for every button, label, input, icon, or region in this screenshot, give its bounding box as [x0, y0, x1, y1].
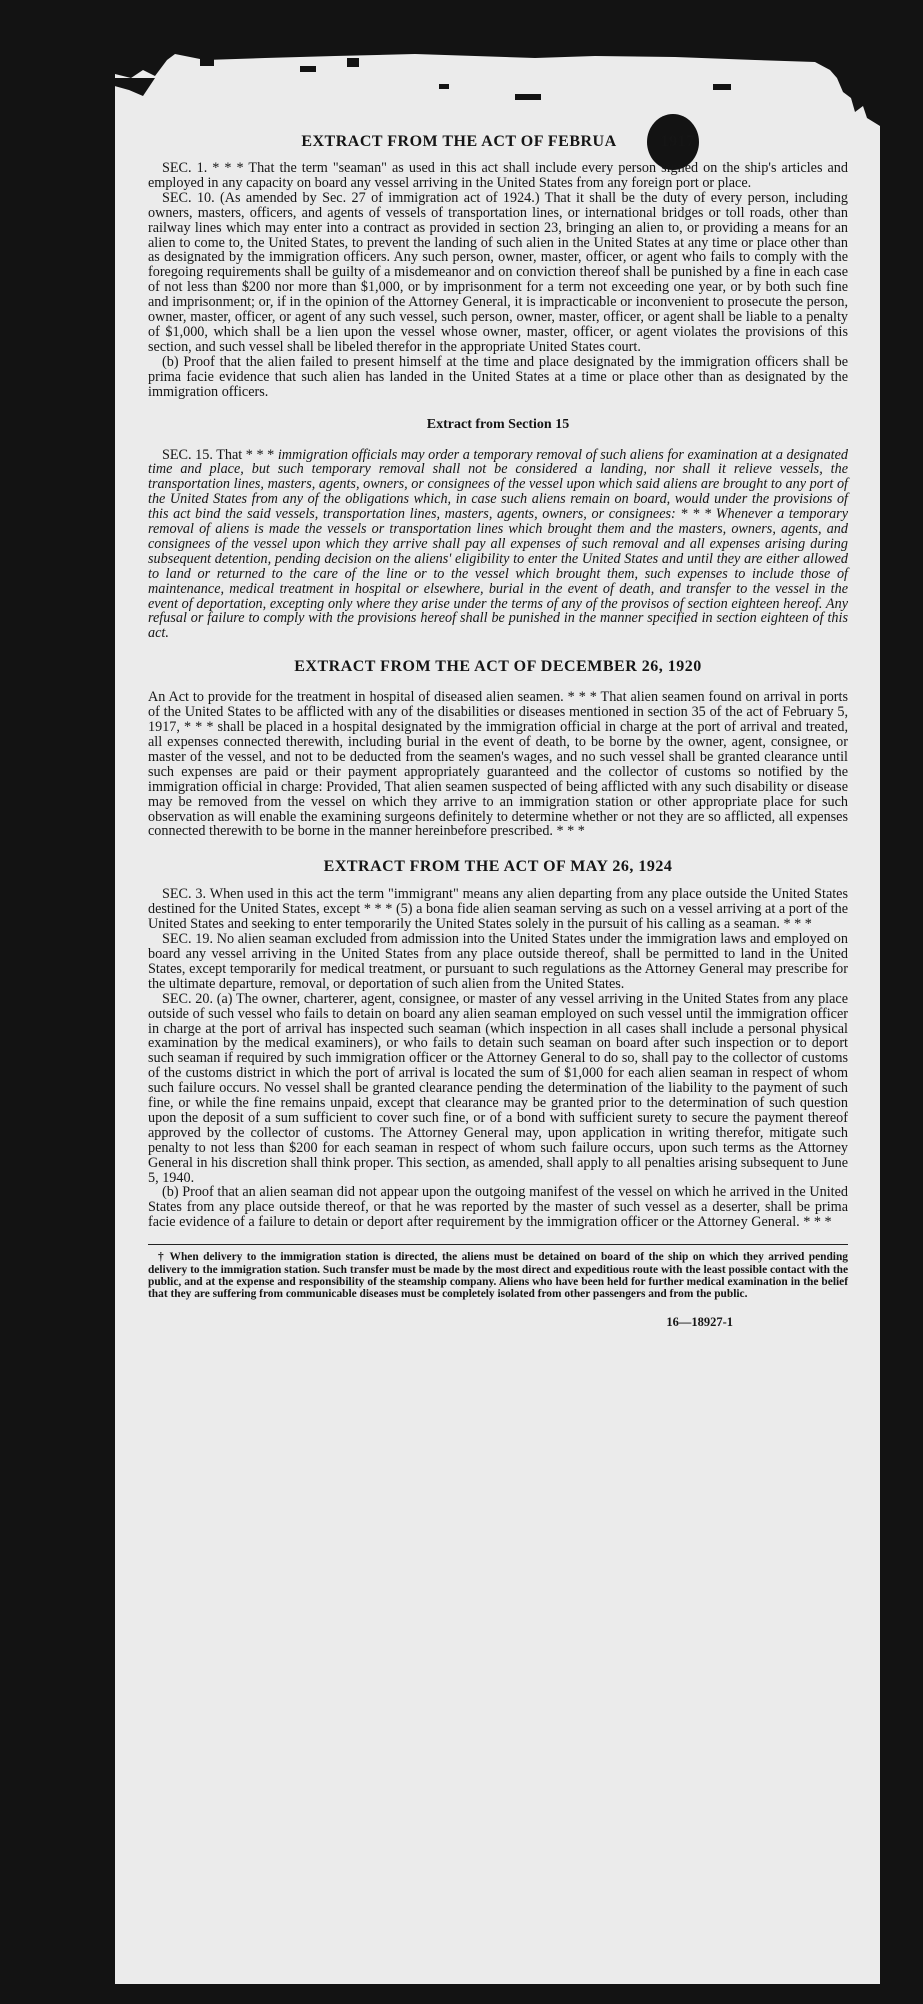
subheading-section-15: Extract from Section 15	[426, 416, 570, 432]
section-15-text: immigration officials may order a temporary removal of such aliens for examination at a designated time and place, but such temporary removal shall not be considered a landing, nor shall it relieve vessels, the transportation lines, masters, agents, owners, or consignees of the vessel upon which said aliens are brought to any port of the United States from any of the obligations which, in case such aliens remain on board, would under the provisions of this act bind the said vessels, transportation lines, masters, agents, owners, or consignees: * * * Whenever a temporary removal of aliens is made the vessels or transportation lines which brought them and the masters, owners, agents, and consignees of the vessel upon which they arrive shall pay all expenses of such removal and all expenses arising during subsequent detention, pending decision on the aliens' eligibility to enter the United States and until they are either allowed to land or returned to the care of the line or to the vessel which brought them, such expenses to include those of maintenance, medical treatment in hospital or elsewhere, burial in the event of death, and transfer to the vessel in the event of deportation, excepting only where they arise under the terms of any of the provisos of section eighteen hereof. Any refusal or failure to comply with the provisions hereof shall be punished in the manner specified in section eighteen of this act.	[148, 446, 848, 642]
torn-edge	[115, 48, 880, 138]
heading-act-1917	[148, 132, 848, 152]
section-3: SEC. 3. When used in this act the term "immigrant" means any alien departing from any place outside the United States destined for the United States, except * * * (5) a bona fide alien seaman serving as such on a vessel arriving at a port of the United States and seeking to enter temporarily the United States solely in the pursuit of his calling as a seaman. * * *	[148, 886, 848, 933]
heading-act-1920: EXTRACT FROM THE ACT OF DECEMBER 26, 1920	[294, 658, 702, 676]
section-10-b: (b) Proof that the alien failed to present himself at the time and place designated by the immigration officers shall be prima facie evidence that such alien has landed in the United States at a time or place other than as designated by the immigration officers.	[148, 353, 848, 400]
footnote: † When delivery to the immigration station is directed, the aliens must be detained on board of the ship on which they arrived pending delivery to the immigration station. Such transfer must be made by the most direct and expeditious route with the least possible contact with the public, and at the expense and responsibility of the steamship company. Aliens who have been held for further medical examination in the belief that they are suffering from communicable diseases must be completely isolated from other passengers and from the public.	[148, 1251, 848, 1301]
section-20-a: SEC. 20. (a) The owner, charterer, agent, consignee, or master of any vessel arriving in the United States from any place outside of such vessel who fails to detain on board any alien seaman employed on such vessel until the immigration officer in charge at the port of arrival has inspected such seaman (which inspection in all cases shall include a personal physical examination by the medical examiners), or who fails to detain such seaman on board after such inspection or to deport such seaman if required by such immigration officer or the Attorney General to do so, shall pay to the collector of customs of the customs district in which the port of arrival is located the sum of $1,000 for each alien seaman in respect of whom such failure occurs. No vessel shall be granted clearance pending the determination of the liability to the payment of such fine, or while the fine remains unpaid, except that clearance may be granted prior to the determination of such question upon the deposit of a sum sufficient to cover such fine, or of a bond with sufficient surety to secure the payment thereof approved by the collector of customs. The Attorney General may, upon application in writing therefor, mitigate such penalty to not less than $200 for each seaman in respect of whom such failure occurs, upon such terms as the Attorney General in his discretion shall think proper. This section, as amended, shall apply to all penalties arising subsequent to June 5, 1940.	[148, 990, 848, 1186]
section-15	[148, 448, 848, 642]
section-10: SEC. 10. (As amended by Sec. 27 of immigration act of 1924.) That it shall be the duty of every person, including owners, masters, officers, and agents of vessels of transportation lines, or international bridges or toll roads, other than railway lines which may enter into a contract as provided in section 23, bringing an alien to, or providing a means for an alien to come to, the United States, to prevent the landing of such alien in the United States at any time or place other than as designated by the immigration officers. Any such person, owner, master, officer, or agent who fails to comply with the foregoing requirements shall be guilty of a misdemeanor and on conviction thereof shall be punished by a fine in each case of not less than $200 nor more than $1,000, or by imprisonment for a term not exceeding one year, or by both such fine and imprisonment; or, if in the opinion of the Attorney General, it is impracticable or inconvenient to prosecute the person, owner, master, officer, or agent of any such vessel, such person, owner, master, officer, or agent shall be liable to a penalty of $1,000, which shall be a lien upon the vessel whose owner, master, officer, or agent violates the provisions of this section, and such vessel shall be libeled therefor in the appropriate United States court.	[148, 189, 848, 355]
document-page	[115, 48, 880, 1984]
section-20-b: (b) Proof that an alien seaman did not appear upon the outgoing manifest of the vessel on which he arrived in the United States from any place outside thereof, or that he was reported by the master of such vessel as a deserter, shall be prima facie evidence of a failure to detain or deport after requirement by the immigration officer or the Attorney General. * * *	[148, 1184, 848, 1231]
footnote-block	[148, 1251, 848, 1301]
heading-act-1924: EXTRACT FROM THE ACT OF MAY 26, 1924	[323, 858, 673, 876]
section-15-lead: SEC. 15. That * * *	[162, 446, 278, 463]
form-number: 16—18927-1	[666, 1314, 733, 1329]
document-body	[148, 132, 848, 1330]
act-1920-text: An Act to provide for the treatment in hospital of diseased alien seamen. * * * That alien seamen found on arrival in ports of the United States to be afflicted with any of the disabilities or diseases mentioned in section 35 of the act of February 5, 1917, * * * shall be placed in a hospital designated by the immigration official in charge at the port of arrival and treated, all expenses connected therewith, including burial in the event of death, to be borne by the owner, agent, consignee, or master of the vessel, and not to be deducted from the seamen's wages, and no such vessel shall be granted clearance until such expenses are paid or their payment appropriately guaranteed and the collector of customs so notified by the immigration official in charge: Provided, That alien seamen suspected of being afflicted with any such disability or disease may be removed from the vessel on which they arrive to an immigration station or other appropriate place for such observation as will enable the examining surgeons definitely to determine whether or not they are so afflicted, all expenses connected therewith to be borne in the manner hereinbefore prescribed. * * *	[148, 689, 848, 840]
section-19: SEC. 19. No alien seaman excluded from admission into the United States under the immigration laws and employed on board any vessel arriving in the United States from any place outside thereof, shall be permitted to land in the United States, except temporarily for medical treatment, or pursuant to such regulations as the Attorney General may prescribe for the ultimate departure, removal, or deportation of such alien from the United States.	[148, 931, 848, 992]
heading-year: 1917	[660, 133, 695, 150]
section-1: SEC. 1. * * * That the term "seaman" as used in this act shall include every person signed on the ship's articles and employed in any capacity on board any vessel arriving in the United States from any foreign port or place.	[148, 160, 848, 191]
footnote-divider	[148, 1244, 848, 1245]
heading-title: EXTRACT FROM THE ACT OF FEBRUA	[301, 133, 617, 150]
